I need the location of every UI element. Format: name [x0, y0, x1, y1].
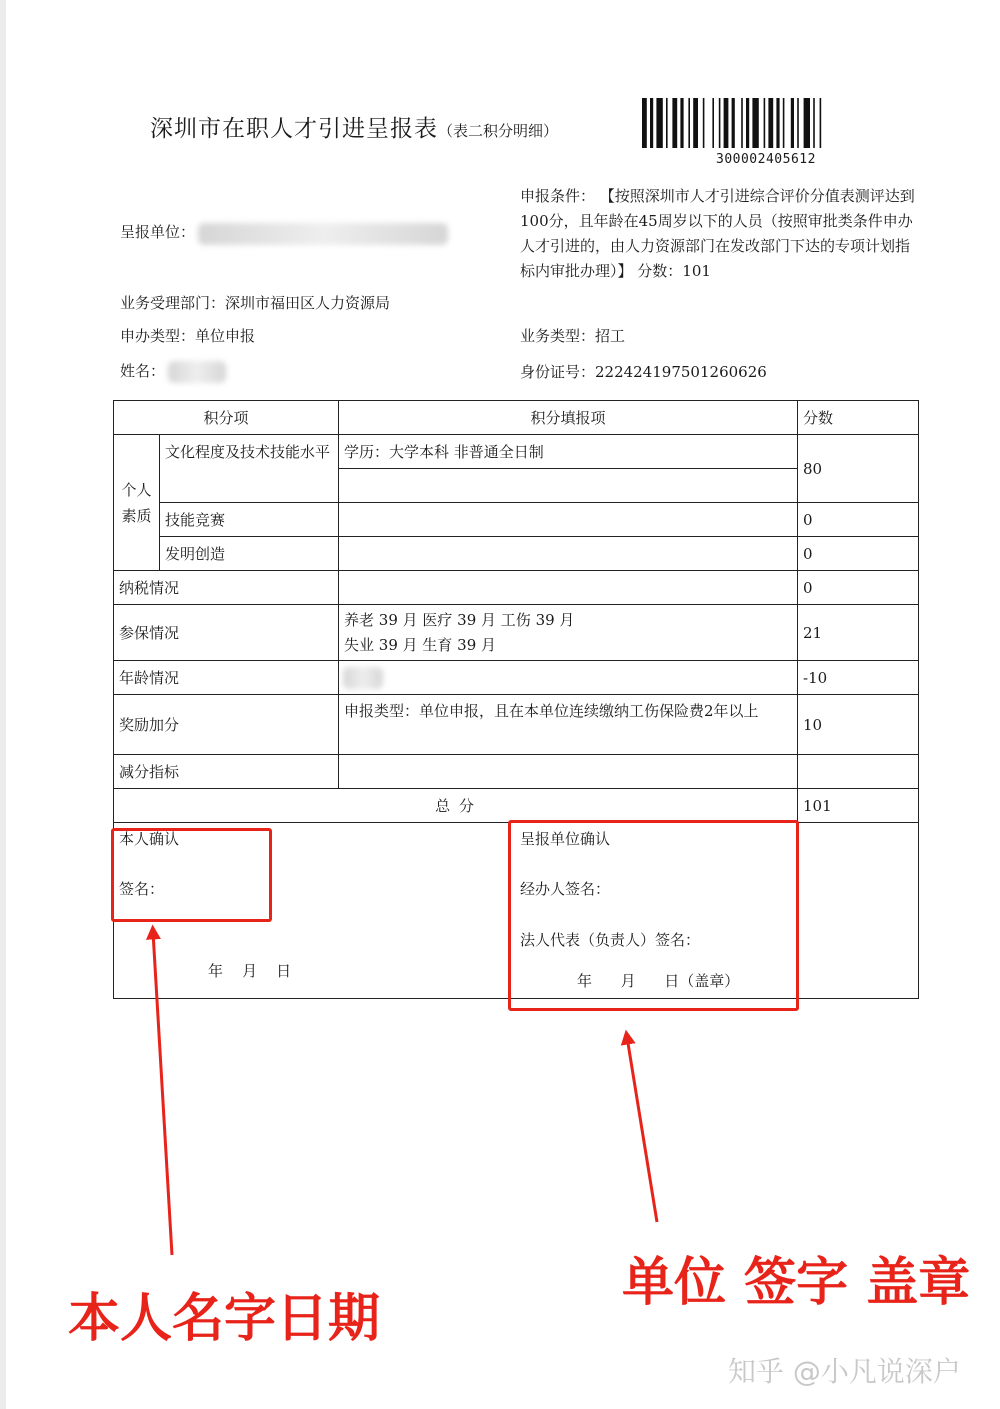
invent-score: 0 — [798, 537, 919, 571]
name-label: 姓名： — [120, 362, 166, 380]
self-sign-label: 签名： — [119, 880, 165, 898]
left-annotation: 本人名字日期 — [68, 1289, 381, 1349]
reward-score: 10 — [798, 695, 919, 755]
self-date: 年 月 日 — [208, 962, 292, 980]
right-annotation: 单位 签字 盖章 — [622, 1253, 971, 1313]
apply-type-field: 申办类型：单位申报 — [120, 327, 256, 345]
biz-type-field: 业务类型：招工 — [520, 327, 626, 345]
handler-sign-label: 经办人签名： — [520, 880, 611, 898]
barcode-number: 300002405612 — [716, 152, 816, 167]
unit-confirm-title: 呈报单位确认 — [520, 830, 611, 848]
age-score: -10 — [798, 661, 919, 695]
deduct-label: 减分指标 — [114, 755, 339, 789]
title-subtitle: （表二积分明细） — [438, 122, 559, 140]
unit-date: 年 月 日（盖章） — [577, 972, 740, 990]
age-label: 年龄情况 — [114, 661, 339, 695]
total-score: 101 — [798, 789, 919, 823]
personal-quality-group: 个人 素质 — [114, 435, 160, 571]
header-item: 积分项 — [114, 401, 339, 435]
invent-label: 发明创造 — [160, 537, 339, 571]
insurance-line-2: 失业 39 月 生育 39 月 — [344, 635, 497, 654]
dept-field: 业务受理部门：深圳市福田区人力资源局 — [120, 294, 391, 312]
left-arrow-icon — [153, 932, 172, 1255]
insurance-line-1: 养老 39 月 医疗 39 月 工伤 39 月 — [344, 610, 575, 629]
apply-condition: 申报条件： 【按照深圳市人才引进综合评价分值表测评达到100分，且年龄在45周岁以下的人员（按照审批类条件申办人才引进的，由人力资源部门在发改部门下达的专项计划指标内审批办理）】 分数：101 — [520, 187, 915, 280]
right-arrow-icon — [627, 1037, 657, 1222]
edu-fill: 学历：大学本科 非普通全日制 — [339, 435, 798, 469]
insurance-score: 21 — [798, 605, 919, 661]
edu-score: 80 — [798, 435, 919, 503]
header-fill: 积分填报项 — [339, 401, 798, 435]
submit-unit-label: 呈报单位： — [120, 223, 196, 241]
header-score: 分数 — [798, 401, 919, 435]
tax-label: 纳税情况 — [114, 571, 339, 605]
self-confirm-title: 本人确认 — [119, 830, 180, 848]
skill-label: 技能竞赛 — [160, 503, 339, 537]
legal-sign-label: 法人代表（负责人）签名： — [520, 931, 701, 949]
watermark: 知乎 @小凡说深户 — [728, 1355, 961, 1388]
insurance-label: 参保情况 — [114, 605, 339, 661]
title-main: 深圳市在职人才引进呈报表 — [150, 116, 438, 142]
tax-score: 0 — [798, 571, 919, 605]
reward-fill: 申报类型：单位申报，且在本单位连续缴纳工伤保险费2年以上 — [339, 695, 798, 755]
reward-label: 奖励加分 — [114, 695, 339, 755]
total-label: 总 分 — [114, 789, 798, 823]
edu-label: 文化程度及技术技能水平 — [160, 435, 339, 503]
skill-score: 0 — [798, 503, 919, 537]
id-number-field: 身份证号：222424197501260626 — [520, 363, 767, 381]
